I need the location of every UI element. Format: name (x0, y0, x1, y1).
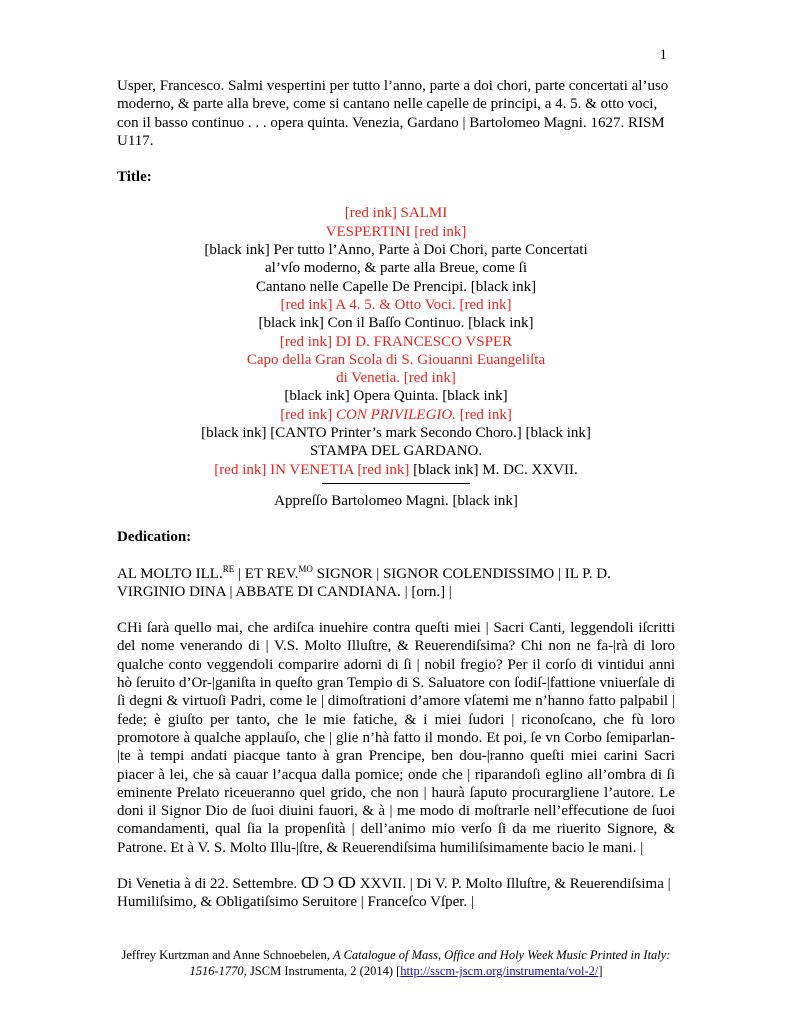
title-line: [red ink] DI D. FRANCESCO VSPER (279, 333, 513, 350)
title-line: [black ink] Con il Baſſo Continuo. [black ink] (258, 315, 534, 332)
address-text: AL MOLTO ILL. (117, 565, 223, 582)
title-line: Capo della Gran Scola di S. Giouanni Euangeliſta (246, 351, 546, 368)
title-heading: Title: (117, 169, 152, 186)
superscript: MO (298, 563, 313, 574)
address-text: SIGNOR | SIGNOR COLENDISSIMO | IL P. D. VIRGINIO DINA | ABBATE DI CANDIANA. | [orn.] | (117, 565, 611, 600)
title-line: Appreſſo Bartolomeo Magni. [black ink] (274, 492, 518, 509)
title-line: di Venetia. [red ink] (336, 370, 456, 387)
title-line-suffix: [red ink] (456, 406, 512, 423)
footer-link[interactable]: http://sscm-jscm.org/instrumenta/vol-2/ (400, 964, 599, 978)
footer-authors: Jeffrey Kurtzman and Anne Schnoebelen, (121, 948, 334, 962)
address-text: | ET REV. (234, 565, 299, 582)
title-line: [black ink] Opera Quinta. [black ink] (284, 388, 508, 405)
dedication-text: CHi ſarà quello mai, che ardiſca inuehire contra queſti miei | Sacri Canti, leggendoli iſcritti del nome venerando di | V.S. Molto Illuſtre, & Reuerendiſsima? Chi non ne fa-|rà di loro qualche conto veggendoli comparire adorni di ſi | nobil fregio? Per il corſo di vintidui anni hò ſeruito d’Or-|ganiſta in queſto gran Tempio di S. Saluatore con ſodiſ-|fattione vniuerſale di ſi degni & virtuoſi Padri, come le | dimoſtrationi d’amore vſatemi me n’hanno fatto palpabil | fede; è giuſto per tanto, che le mie fatiche, & i miei ſudori | riconoſcano, che fù loro promotore à qualche applauſo, che | glie n’hà fatto il mondo. Et poi, ſe vn Corbo ſemiparlan-|te à tempi andati piacque tanto à gran Prencipe, ben dou-|ranno queſti miei carini Sacri piacer à lei, che sà cauar l’acqua dalla pomice; onde che | riparandoſi eglino all’ombra di ſi eminente Prelato riceueranno quel grido, che non | haurà ſaputo procurargliene l’autore. Le doni il Signor Dio de ſuoi diuini fauori, & à | me modo di moſtrarle nell’effecutione de ſuoi comandamenti, qual ſia la propenſità | dell’animo mio verſo ſi da me riuerito Signore, & Patrone. Et à V. S. Molto Illu-|ſtre, & Reuerendiſsima humiliſsimamente bacio le mani. | (117, 620, 675, 856)
title-transcription (117, 204, 675, 510)
privilege-text: CON PRIVILEGIO. (336, 406, 456, 423)
title-line: al’vſo moderno, & parte alla Breue, come ſi (265, 260, 527, 277)
red-segment: [red ink] IN VENETIA [red ink] (214, 461, 410, 478)
document-body (117, 73, 675, 912)
footer-series: , JSCM Instrumenta, 2 (2014) [ (243, 964, 401, 978)
title-line: [red ink] SALMI (344, 205, 448, 222)
dedication-heading: Dedication: (117, 529, 192, 546)
divider-rule (322, 483, 470, 484)
title-line (117, 406, 675, 424)
black-segment: [black ink] M. DC. XXVII. (409, 461, 578, 478)
dedication-closing: Di Venetia à di 22. Settembre. ↀ Ↄ ↀ XXVII. | Di V. P. Molto Illuſtre, & Reuerendiſsima | Humiliſsimo, & Obligatiſsimo Seruitore | Franceſco Vſper. | (117, 875, 671, 911)
title-line: [black ink] Per tutto l’Anno, Parte à Doi Chori, parte Concertati (204, 242, 588, 259)
title-line: Cantano nelle Capelle De Prencipi. [black ink] (255, 278, 537, 295)
title-line (117, 461, 675, 479)
title-line: [red ink] A 4. 5. & Otto Voci. [red ink] (280, 296, 512, 313)
page-number: 1 (659, 47, 667, 63)
title-line: STAMPA DEL GARDANO. (309, 443, 483, 460)
dedication-address (117, 565, 675, 602)
footer-citation (117, 947, 675, 979)
title-line: [black ink] [CANTO Printer’s mark Secondo Choro.] [black ink] (201, 425, 591, 442)
citation: Usper, Francesco. Salmi vespertini per tutto l’anno, parte a doi chori, parte concertati al’uso moderno, & parte alla breve, come si cantano nelle capelle de principi, a 4. 5. & otto voci, con il basso continuo . . . opera quinta. Venezia, Gardano | Bartolomeo Magni. 1627. RISM U117. (117, 78, 669, 149)
footer-end: ] (598, 964, 603, 978)
title-line-prefix: [red ink] (280, 406, 336, 423)
footer-book-title: A Catalogue of Mass, Office and Holy Week Music Printed in Italy: 1516-1770 (189, 948, 671, 978)
superscript: RE (222, 563, 235, 574)
title-line: VESPERTINI [red ink] (325, 223, 467, 240)
